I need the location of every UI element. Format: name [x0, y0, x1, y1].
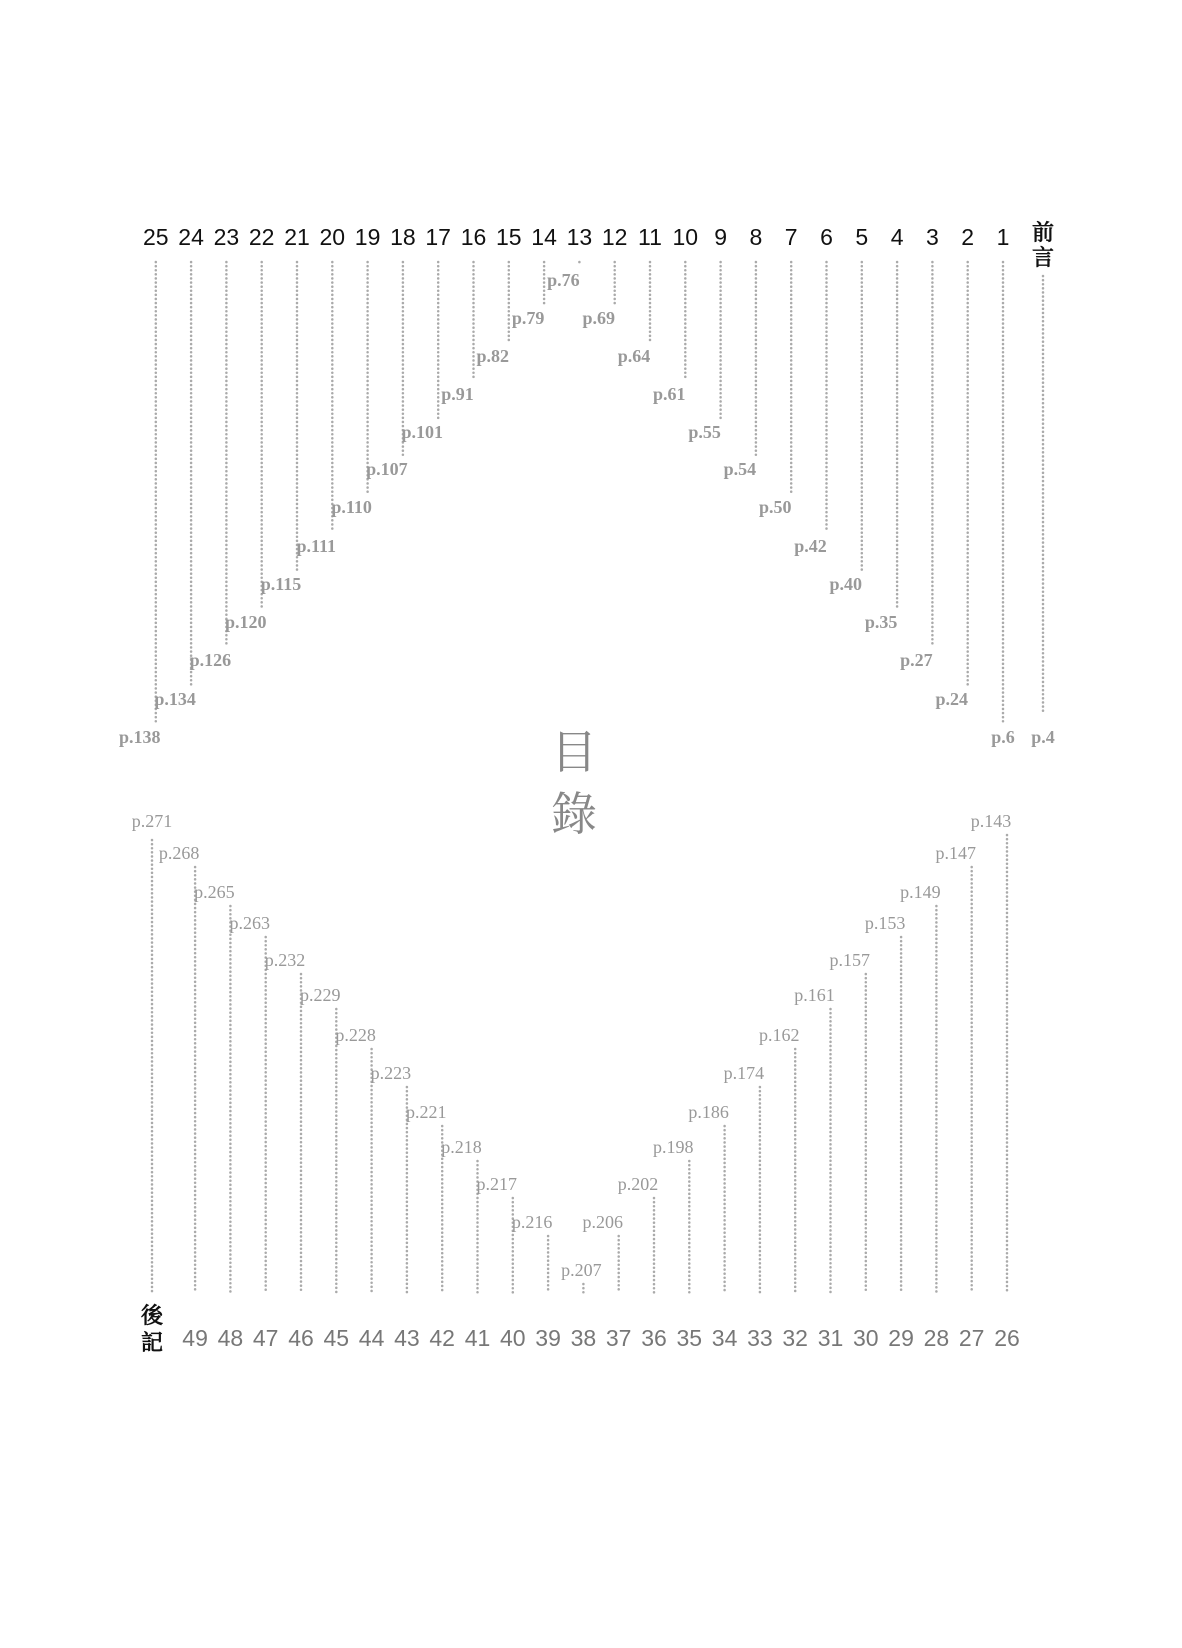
- chapter-number: 22: [248, 224, 275, 250]
- chapter-number: 30: [853, 1325, 879, 1351]
- page-label: p.111: [296, 536, 337, 556]
- chapter-number: 12: [601, 224, 628, 250]
- page-label: p.263: [229, 913, 270, 933]
- chapter-number: 44: [358, 1325, 385, 1351]
- page-label: p.218: [441, 1137, 482, 1157]
- chapter-number: 32: [782, 1325, 808, 1351]
- chapter-number: 49: [182, 1325, 208, 1351]
- chapter-number: 43: [394, 1325, 420, 1351]
- chapter-number: 16: [460, 224, 487, 250]
- chapter-number: 23: [213, 224, 240, 250]
- chapter-number: 37: [605, 1325, 632, 1351]
- page-label: p.50: [758, 497, 792, 517]
- page-label: p.221: [405, 1102, 447, 1122]
- page-label: p.126: [189, 650, 232, 670]
- page-label: p.120: [224, 612, 267, 632]
- top-chapter-list: [119, 224, 1015, 747]
- page-label: p.232: [264, 950, 306, 970]
- page-label: p.223: [370, 1063, 412, 1083]
- page-label: p.162: [758, 1025, 800, 1045]
- page-label: p.24: [935, 689, 968, 709]
- page-label: p.216: [511, 1212, 553, 1232]
- chapter-number: 9: [714, 224, 727, 250]
- chapter-number: 7: [784, 224, 798, 250]
- chapter-number: 39: [535, 1325, 561, 1351]
- chapter-number: 29: [888, 1325, 914, 1351]
- bottom-chapter-list: [159, 811, 1020, 1351]
- page-label: p.186: [688, 1102, 729, 1122]
- page-label: p.101: [401, 422, 443, 442]
- page-label: p.69: [582, 308, 615, 328]
- chapter-number: 17: [425, 224, 451, 250]
- page-label: p.174: [723, 1063, 765, 1083]
- chapter-number: 35: [676, 1325, 703, 1351]
- chapter-number: 36: [641, 1325, 667, 1351]
- chapter-number: 8: [749, 224, 763, 250]
- afterword-label-line-1: 後: [140, 1304, 164, 1329]
- page-label: p.40: [829, 574, 863, 594]
- page-label: p.207: [561, 1260, 602, 1280]
- page-label: p.134: [154, 689, 196, 709]
- page-label: p.61: [653, 384, 686, 404]
- page-label: p.206: [582, 1212, 623, 1232]
- page-label: p.35: [864, 612, 898, 632]
- page-label: p.55: [688, 422, 721, 442]
- page-label: p.161: [794, 985, 835, 1005]
- chapter-number: 48: [217, 1325, 244, 1351]
- toc-title-line-1: 目: [551, 725, 597, 779]
- toc-title: [551, 725, 597, 841]
- chapter-number: 1: [996, 224, 1010, 250]
- chapter-number: 13: [566, 224, 593, 250]
- page-label: p.198: [653, 1137, 694, 1157]
- chapter-number: 25: [143, 224, 169, 250]
- chapter-number: 31: [817, 1325, 844, 1351]
- chapter-number: 20: [319, 224, 346, 250]
- page-label: p.147: [935, 843, 976, 863]
- toc-title-line-2: 錄: [551, 787, 597, 841]
- page-label: p.268: [158, 843, 200, 863]
- chapter-number: 26: [994, 1325, 1020, 1351]
- chapter-number: 11: [638, 224, 662, 250]
- chapter-number: 40: [500, 1325, 526, 1351]
- chapter-number: 42: [429, 1325, 455, 1351]
- chapter-number: 41: [464, 1325, 491, 1351]
- page-label: p.265: [194, 882, 235, 902]
- page-label: p.82: [476, 346, 510, 366]
- preface-label-line-2: 言: [1031, 246, 1055, 271]
- page-label: p.157: [829, 950, 871, 970]
- preface-page-label: p.4: [1031, 727, 1055, 747]
- chapter-number: 45: [323, 1325, 350, 1351]
- chapter-number: 34: [711, 1325, 738, 1351]
- page-label: p.153: [864, 913, 906, 933]
- chapter-number: 46: [288, 1325, 314, 1351]
- page-label: p.54: [723, 459, 757, 479]
- page-label: p.143: [970, 811, 1012, 831]
- page-label: p.27: [900, 650, 933, 670]
- chapter-number: 18: [390, 224, 416, 250]
- page-label: p.76: [547, 270, 580, 290]
- page-label: p.149: [900, 882, 941, 902]
- chapter-number: 47: [252, 1325, 279, 1351]
- chapter-number: 15: [496, 224, 522, 250]
- page-label: p.79: [511, 308, 545, 328]
- page-label: p.138: [119, 727, 161, 747]
- preface-label-line-1: 前: [1031, 221, 1055, 246]
- chapter-number: 4: [890, 224, 904, 250]
- dotted-leader-lines: [152, 262, 1043, 1293]
- page-label: p.217: [476, 1174, 518, 1194]
- page-label: p.6: [991, 727, 1015, 747]
- page-label: p.229: [300, 985, 341, 1005]
- page-label: p.42: [794, 536, 827, 556]
- afterword-page-label: p.271: [131, 811, 173, 831]
- afterword-label-line-2: 記: [140, 1331, 164, 1356]
- chapter-number: 14: [531, 224, 557, 250]
- chapter-number: 28: [923, 1325, 950, 1351]
- chapter-number: 33: [747, 1325, 773, 1351]
- page-label: p.202: [617, 1174, 659, 1194]
- chapter-number: 2: [961, 224, 975, 250]
- chapter-number: 24: [178, 224, 204, 250]
- chapter-number: 19: [354, 224, 381, 250]
- page-label: p.228: [335, 1025, 376, 1045]
- chapter-number: 6: [820, 224, 833, 250]
- page-label: p.110: [331, 497, 372, 517]
- chapter-number: 21: [284, 224, 310, 250]
- chapter-number: 10: [672, 224, 699, 250]
- page-label: p.115: [260, 574, 302, 594]
- page-label: p.107: [366, 459, 408, 479]
- chapter-number: 3: [926, 224, 939, 250]
- chapter-number: 5: [855, 224, 869, 250]
- chapter-number: 38: [570, 1325, 597, 1351]
- page-label: p.64: [617, 346, 651, 366]
- page-label: p.91: [441, 384, 474, 404]
- chapter-number: 27: [958, 1325, 985, 1351]
